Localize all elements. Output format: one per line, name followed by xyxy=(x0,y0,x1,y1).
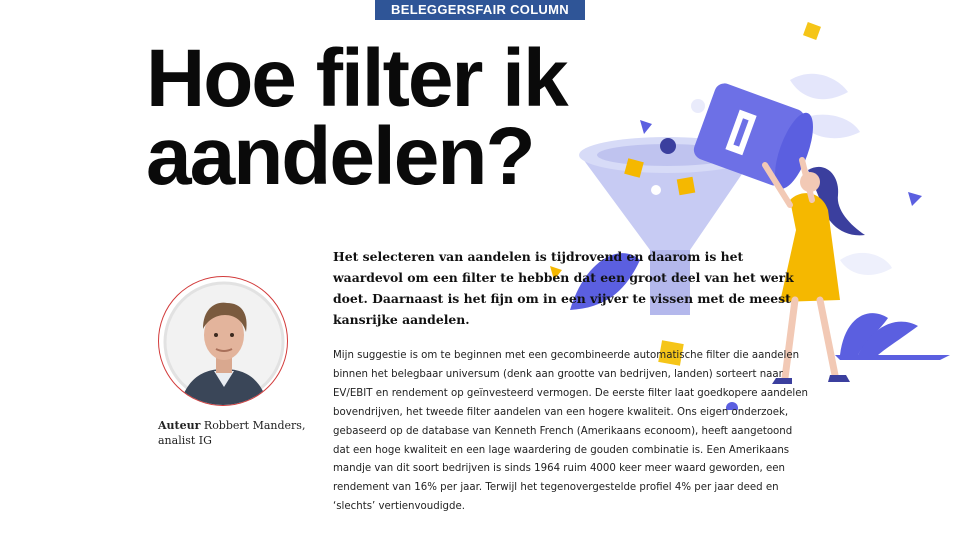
author-credit xyxy=(158,418,308,448)
body-paragraph: Mijn suggestie is om te beginnen met een gecombineerde automatische filter die aandelen binnen het belegbaar universum (denk aan grootte van bedrijven, landen) sorteert naar EV/EBIT en rendement op geïnvesteerd vermogen. De eerste filter laat goedkopere aandelen bovendrijven, het tweede filter aandelen van een hogere kwaliteit. Ons eigen onderzoek, gebaseerd op de database van Kenneth French (Amerikaans econoom), heeft aangetoond dat een hoge kwaliteit en een lage waardering de gouden combinatie is. Een Amerikaans mandje van dit soort bedrijven is sinds 1964 ruim 4000 keer meer waard geworden, een rendement van 16% per jaar. Terwijl het tegenovergestelde profiel 4% per jaar deed en ‘slechts’ vertienvoudigde. xyxy=(333,350,808,513)
author-name: Robbert Manders, xyxy=(203,419,306,432)
author-photo-svg xyxy=(159,277,288,406)
lede-paragraph: Het selecteren van aandelen is tijdrovend en daarom is het waardevol om een filter te hebben dat een groot deel van het werk doet. Daarnaast is het fijn om in een vijver te vissen met de meest kansrijke aandelen. xyxy=(333,249,794,327)
author-role: analist IG xyxy=(158,434,212,447)
author-photo xyxy=(158,276,288,406)
headline-line-1: Hoe filter ik xyxy=(146,33,567,124)
headline-line-2: aandelen? xyxy=(146,111,534,202)
column-tag: BELEGGERSFAIR COLUMN xyxy=(375,0,585,20)
author-label: Auteur xyxy=(158,419,201,432)
